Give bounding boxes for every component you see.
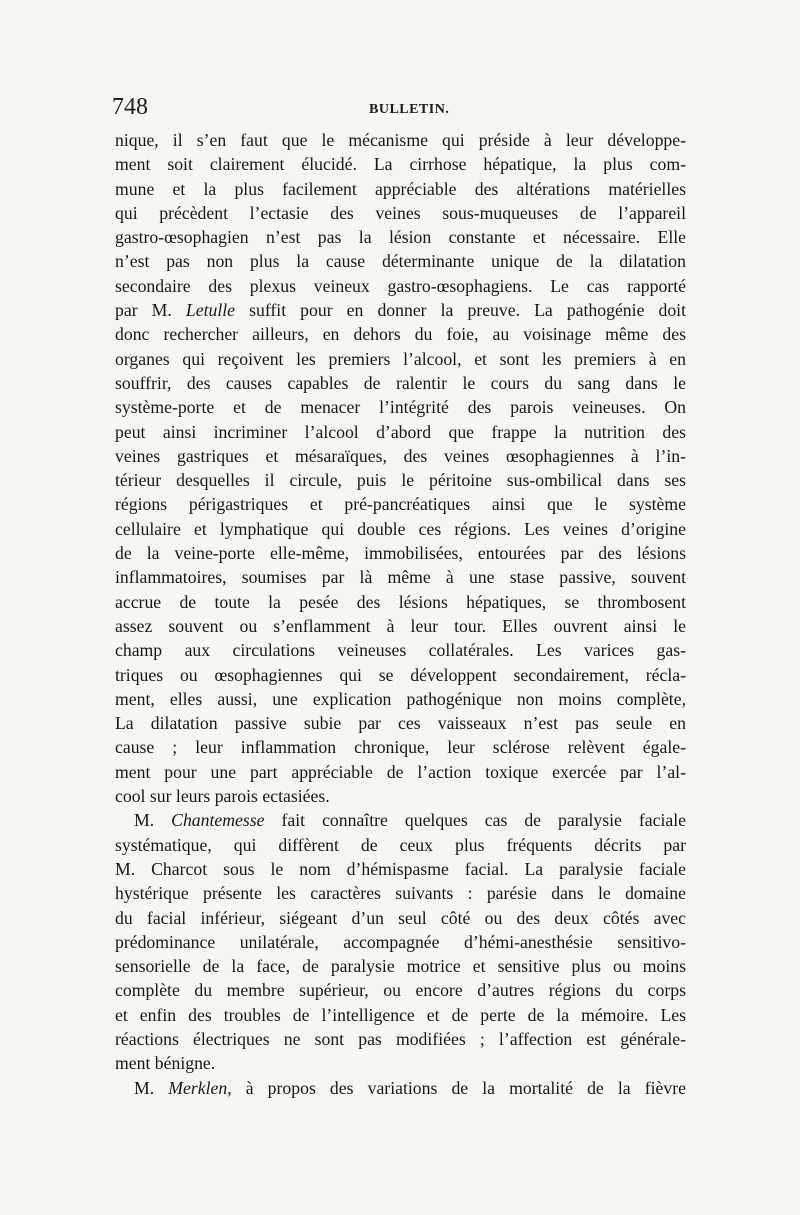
text-line-31: M. Charcot sous le nom d’hémispasme facial. La paralysie faciale [115, 858, 686, 879]
text-fragment-40a: M. [134, 1077, 169, 1098]
text-fragment-29a: M. [134, 810, 172, 831]
text-line-40 [115, 1076, 686, 1100]
text-line-29 [115, 808, 686, 832]
text-line-24: ment, elles aussi, une explication pathogénique non moins complète, [115, 688, 686, 709]
text-line-14: veines gastriques et mésaraïques, des veines œsophagiennes à l’in- [115, 445, 686, 466]
text-line-7: secondaire des plexus veineux gastro-œsophagiens. Le cas rapporté [115, 275, 686, 296]
running-head: BULLETIN. [369, 102, 450, 117]
author-letulle: Letulle [185, 300, 236, 321]
text-line-26: cause ; leur inflammation chronique, leur sclérose relèvent égale- [115, 737, 686, 758]
text-fragment-8a: par M. [115, 300, 186, 321]
text-line-8 [115, 298, 686, 322]
text-line-5: gastro-œsophagien n’est pas la lésion constante et nécessaire. Elle [115, 227, 686, 248]
text-line-33: du facial inférieur, siégeant d’un seul côté ou des deux côtés avec [115, 907, 686, 928]
text-line-2: ment soit clairement élucidé. La cirrhose hépatique, la plus com- [115, 154, 686, 175]
text-line-1: nique, il s’en faut que le mécanisme qui préside à leur développe- [115, 130, 686, 150]
text-line-32: hystérique présente les caractères suivants : parésie dans le domaine [115, 883, 686, 904]
text-line-36: complète du membre supérieur, ou encore d’autres régions du corps [115, 980, 686, 1001]
text-fragment-40b: , à propos des variations de la mortalité de la fièvre [227, 1077, 686, 1098]
body-text [115, 128, 686, 1138]
text-line-16: régions périgastriques et pré-pancréatiques ainsi que le système [115, 494, 686, 515]
text-line-35: sensorielle de la face, de paralysie motrice et sensitive plus ou moins [115, 956, 686, 977]
text-line-4: qui précèdent l’ectasie des veines sous-muqueuses de l’appareil [115, 202, 686, 223]
text-fragment-29b: fait connaître quelques cas de paralysie faciale [264, 810, 686, 831]
author-merklen: Merklen [168, 1077, 228, 1098]
page-header [112, 92, 688, 124]
text-line-27: ment pour une part appréciable de l’action toxique exercée par l’al- [115, 761, 686, 782]
text-line-20: accrue de toute la pesée des lésions hépatiques, se thrombosent [115, 591, 686, 612]
text-fragment-8b: suffit pour en donner la preuve. La pathogénie doit [235, 300, 686, 321]
text-line-15: térieur desquelles il circule, puis le péritoine sus-ombilical dans ses [115, 470, 686, 491]
text-line-30: systématique, qui diffèrent de ceux plus fréquents décrits par [115, 834, 686, 855]
text-line-28: cool sur leurs parois ectasiées. [115, 786, 330, 807]
page-number: 748 [112, 94, 148, 120]
author-chantemesse: Chantemesse [171, 810, 265, 831]
text-line-22: champ aux circulations veineuses collatérales. Les varices gas- [115, 640, 686, 661]
text-line-39: ment bénigne. [115, 1053, 216, 1074]
text-line-9: donc rechercher ailleurs, en dehors du foie, au voisinage même des [115, 324, 686, 345]
text-line-10: organes qui reçoivent les premiers l’alcool, et sont les premiers à en [115, 348, 686, 369]
text-line-21: assez souvent ou s’enflamment à leur tour. Elles ouvrent ainsi le [115, 615, 686, 636]
text-line-34: prédominance unilatérale, accompagnée d’hémi-anesthésie sensitivo- [115, 931, 686, 952]
text-line-38: réactions électriques ne sont pas modifiées ; l’affection est générale- [115, 1028, 686, 1049]
text-line-13: peut ainsi incriminer l’alcool d’abord que frappe la nutrition des [115, 421, 686, 442]
text-line-11: souffrir, des causes capables de ralentir le cours du sang dans le [115, 372, 686, 393]
text-line-18: de la veine-porte elle-même, immobilisées, entourées par des lésions [115, 543, 686, 564]
text-line-3: mune et la plus facilement appréciable des altérations matérielles [115, 178, 686, 199]
text-line-12: système-porte et de menacer l’intégrité des parois veineuses. On [115, 397, 686, 418]
text-line-23: triques ou œsophagiennes qui se développent secondairement, récla- [115, 664, 686, 685]
text-line-17: cellulaire et lymphatique qui double ces régions. Les veines d’origine [115, 518, 686, 539]
text-line-25: La dilatation passive subie par ces vaisseaux n’est pas seule en [115, 713, 686, 734]
text-line-6: n’est pas non plus la cause déterminante unique de la dilatation [115, 251, 686, 272]
text-line-37: et enfin des troubles de l’intelligence et de perte de la mémoire. Les [115, 1004, 686, 1025]
text-line-19: inflammatoires, soumises par là même à une stase passive, souvent [115, 567, 686, 588]
